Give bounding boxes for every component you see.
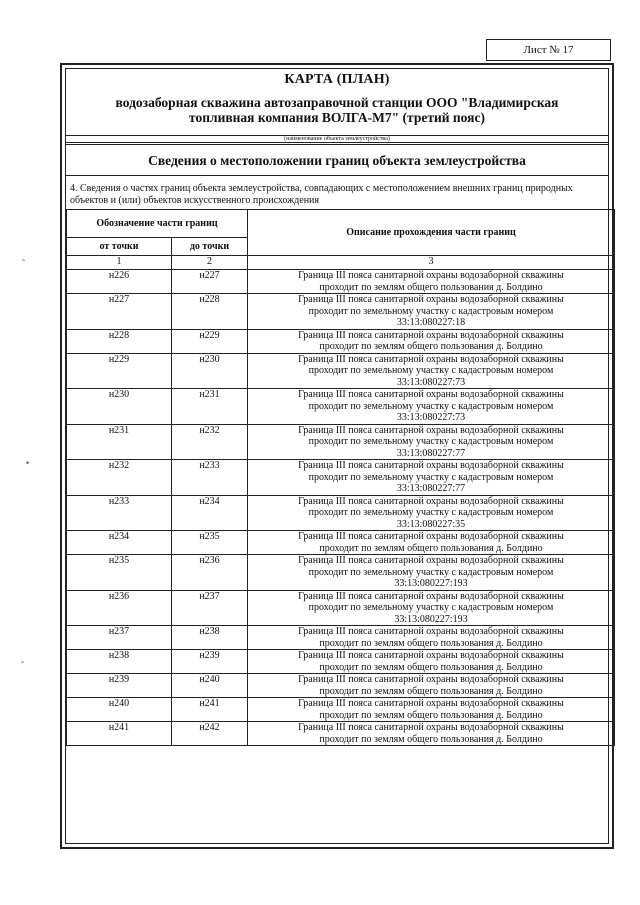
table-row (67, 555, 615, 591)
to-point-cell: н227 (172, 270, 248, 294)
section-note: 4. Сведения о частях границ объекта землеустройства, совпадающих с местоположением внешних границ природных объектов и (или) объектов искусственного происхождения (70, 183, 573, 206)
description-line: Граница III пояса санитарной охраны водозаборной скважины (298, 698, 564, 709)
table-row (67, 389, 615, 425)
to-point-cell: н234 (172, 495, 248, 531)
from-point-cell: н232 (67, 460, 172, 496)
to-point-cell: н240 (172, 674, 248, 698)
description-cell (248, 389, 615, 425)
from-point-cell: н226 (67, 270, 172, 294)
description-cell (248, 294, 615, 330)
description-line: проходит по землям общего пользования д. Болдино (319, 542, 543, 554)
to-point-cell: н232 (172, 424, 248, 460)
description-cell (248, 626, 615, 650)
description-line: Граница III пояса санитарной охраны водозаборной скважины (298, 650, 564, 661)
description-line: проходит по земельному участку с кадастровым номером (308, 471, 554, 483)
object-name-caption: (наименование объекта землеустройства) (284, 136, 390, 142)
description-line: проходит по земельному участку с кадастровым номером (308, 602, 554, 613)
from-point-cell: н235 (67, 555, 172, 591)
header-from-point: от точки (67, 238, 172, 256)
boundary-table (66, 209, 615, 746)
description-line: проходит по землям общего пользования д. Болдино (319, 685, 543, 697)
to-point-cell: н238 (172, 626, 248, 650)
description-cell (248, 495, 615, 531)
table-row (67, 270, 615, 294)
description-line: 33:13:080227:73 (396, 412, 466, 423)
description-line: Граница III пояса санитарной охраны водозаборной скважины (298, 329, 564, 341)
document-subtitle: водозаборная скважина автозаправочной станции ООО "Владимирская топливная компания ВОЛГА-М7" (третий пояс) (115, 95, 559, 125)
description-line: Граница III пояса санитарной охраны водозаборной скважины (298, 424, 564, 436)
description-line: Граница III пояса санитарной охраны водозаборной скважины (298, 294, 564, 305)
table-row (67, 698, 615, 722)
from-point-cell: н240 (67, 698, 172, 722)
from-point-cell: н236 (67, 590, 172, 626)
description-line: проходит по землям общего пользования д. Болдино (319, 709, 543, 721)
scan-mark: ˆ (21, 660, 24, 670)
to-point-cell: н235 (172, 531, 248, 555)
description-line: 33:13:080227:35 (396, 518, 466, 530)
from-point-cell: н239 (67, 674, 172, 698)
to-point-cell: н236 (172, 555, 248, 591)
description-line: 33:13:080227:193 (394, 613, 468, 625)
description-line: Граница III пояса санитарной охраны водозаборной скважины (298, 353, 564, 365)
description-line: проходит по земельному участку с кадастровым номером (308, 305, 554, 317)
description-line: проходит по земельному участку с кадастровым номером (308, 436, 554, 447)
title-block (66, 69, 608, 143)
column-number: 3 (248, 256, 615, 270)
table-row (67, 531, 615, 555)
description-line: проходит по земельному участку с кадастровым номером (308, 365, 554, 376)
description-line: Граница III пояса санитарной охраны водозаборной скважины (298, 531, 564, 542)
description-line: проходит по земельному участку с кадастровым номером (308, 507, 554, 518)
document-inner-frame (65, 68, 609, 844)
description-line: Граница III пояса санитарной охраны водозаборной скважины (298, 270, 564, 281)
sheet-number: Лист № 17 (486, 39, 611, 61)
table-row (67, 674, 615, 698)
description-cell (248, 722, 615, 746)
description-cell (248, 329, 615, 353)
scan-mark: • (26, 458, 30, 468)
description-line: 33:13:080227:77 (396, 447, 466, 459)
from-point-cell: н238 (67, 650, 172, 674)
table-row (67, 722, 615, 746)
from-point-cell: н230 (67, 389, 172, 425)
description-cell (248, 590, 615, 626)
to-point-cell: н228 (172, 294, 248, 330)
to-point-cell: н239 (172, 650, 248, 674)
header-boundary-parts: Обозначение части границ (67, 210, 248, 238)
section-title: Сведения о местоположении границ объекта землеустройства (66, 146, 608, 176)
description-line: Граница III пояса санитарной охраны водозаборной скважины (298, 389, 564, 400)
to-point-cell: н241 (172, 698, 248, 722)
description-line: проходит по землям общего пользования д. Болдино (319, 661, 543, 673)
description-line: Граница III пояса санитарной охраны водозаборной скважины (298, 495, 564, 507)
description-line: 33:13:080227:18 (396, 317, 466, 328)
description-cell (248, 674, 615, 698)
from-point-cell: н228 (67, 329, 172, 353)
description-cell (248, 460, 615, 496)
table-row (67, 626, 615, 650)
from-point-cell: н229 (67, 353, 172, 389)
description-line: проходит по землям общего пользования д. Болдино (319, 341, 543, 352)
description-line: проходит по земельному участку с кадастровым номером (308, 400, 554, 412)
description-line: проходит по землям общего пользования д. Болдино (319, 281, 543, 293)
description-cell (248, 424, 615, 460)
from-point-cell: н233 (67, 495, 172, 531)
from-point-cell: н237 (67, 626, 172, 650)
table-row (67, 329, 615, 353)
table-row (67, 424, 615, 460)
description-line: проходит по землям общего пользования д. Болдино (319, 733, 543, 745)
to-point-cell: н233 (172, 460, 248, 496)
from-point-cell: н234 (67, 531, 172, 555)
description-cell (248, 353, 615, 389)
table-row (67, 460, 615, 496)
description-line: Граница III пояса санитарной охраны водозаборной скважины (298, 674, 564, 685)
description-cell (248, 270, 615, 294)
table-row (67, 495, 615, 531)
table-row (67, 650, 615, 674)
description-line: проходит по землям общего пользования д. Болдино (319, 637, 543, 649)
from-point-cell: н231 (67, 424, 172, 460)
document-frame (60, 63, 614, 849)
description-cell (248, 698, 615, 722)
description-line: 33:13:080227:193 (394, 578, 468, 589)
scan-mark: ˆ (22, 258, 25, 268)
description-cell (248, 650, 615, 674)
from-point-cell: н241 (67, 722, 172, 746)
table-row (67, 590, 615, 626)
description-line: Граница III пояса санитарной охраны водозаборной скважины (298, 722, 564, 733)
to-point-cell: н229 (172, 329, 248, 353)
description-line: Граница III пояса санитарной охраны водозаборной скважины (298, 626, 564, 637)
header-to-point: до точки (172, 238, 248, 256)
column-number: 2 (172, 256, 248, 270)
from-point-cell: н227 (67, 294, 172, 330)
description-cell (248, 531, 615, 555)
to-point-cell: н237 (172, 590, 248, 626)
header-description: Описание прохождения части границ (248, 210, 615, 256)
description-line: Граница III пояса санитарной охраны водозаборной скважины (298, 555, 564, 566)
document-title: КАРТА (ПЛАН) (284, 72, 390, 87)
to-point-cell: н230 (172, 353, 248, 389)
column-number: 1 (67, 256, 172, 270)
description-line: Граница III пояса санитарной охраны водозаборной скважины (298, 590, 564, 602)
description-line: проходит по земельному участку с кадастровым номером (308, 566, 554, 578)
description-line: Граница III пояса санитарной охраны водозаборной скважины (298, 460, 564, 471)
table-row (67, 294, 615, 330)
table-row (67, 353, 615, 389)
description-line: 33:13:080227:77 (396, 483, 466, 494)
to-point-cell: н242 (172, 722, 248, 746)
description-cell (248, 555, 615, 591)
description-line: 33:13:080227:73 (396, 376, 466, 388)
to-point-cell: н231 (172, 389, 248, 425)
